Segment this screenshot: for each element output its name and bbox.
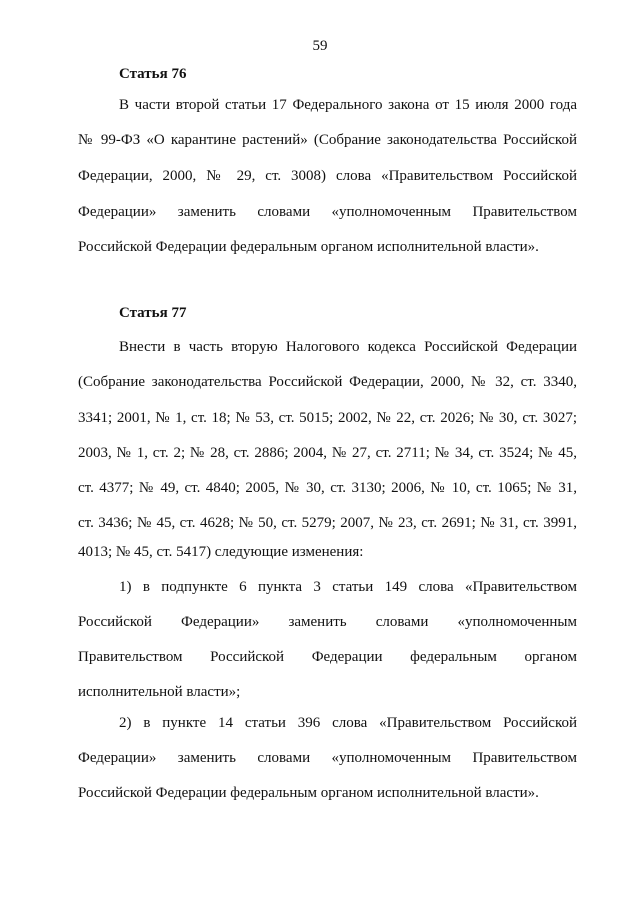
article-76-line-5: Российской Федерации федеральным органом исполнительной власти». — [78, 239, 539, 255]
article-77-intro-line-3: 3341; 2001, № 1, ст. 18; № 53, ст. 5015; 2002, № 22, ст. 2026; № 30, ст. 3027; — [78, 410, 577, 426]
article-77-item-2-line-1: 2) в пункте 14 статьи 396 слова «Правительством Российской — [119, 715, 577, 731]
article-77-intro-line-7: 4013; № 45, ст. 5417) следующие изменения: — [78, 544, 364, 560]
article-77-title: Статья 77 — [119, 305, 187, 321]
article-77-intro-line-6: ст. 3436; № 45, ст. 4628; № 50, ст. 5279; 2007, № 23, ст. 2691; № 31, ст. 3991, — [78, 515, 577, 531]
article-77-intro-line-2: (Собрание законодательства Российской Федерации, 2000, № 32, ст. 3340, — [78, 374, 577, 390]
article-76-line-1: В части второй статьи 17 Федерального закона от 15 июля 2000 года — [119, 97, 577, 113]
article-77-item-1-line-1: 1) в подпункте 6 пункта 3 статьи 149 слова «Правительством — [119, 579, 577, 595]
article-77-item-2-line-2: Федерации» заменить словами «уполномоченным Правительством — [78, 750, 577, 766]
article-77-intro-line-1: Внести в часть вторую Налогового кодекса Российской Федерации — [119, 339, 577, 355]
article-77-item-2-line-3: Российской Федерации федеральным органом исполнительной власти». — [78, 785, 539, 801]
article-76-line-3: Федерации, 2000, № 29, ст. 3008) слова «Правительством Российской — [78, 168, 577, 184]
page-number: 59 — [312, 38, 328, 54]
article-77-intro-line-5: ст. 4377; № 49, ст. 4840; 2005, № 30, ст. 3130; 2006, № 10, ст. 1065; № 31, — [78, 480, 577, 496]
article-76-line-2: № 99-ФЗ «О карантине растений» (Собрание законодательства Российской — [78, 132, 577, 148]
article-77-item-1-line-3: Правительством Российской Федерации федеральным органом — [78, 649, 577, 665]
article-76-title: Статья 76 — [119, 66, 187, 82]
article-77-item-1-line-2: Российской Федерации» заменить словами «уполномоченным — [78, 614, 577, 630]
article-76-line-4: Федерации» заменить словами «уполномоченным Правительством — [78, 204, 577, 220]
article-77-intro-line-4: 2003, № 1, ст. 2; № 28, ст. 2886; 2004, № 27, ст. 2711; № 34, ст. 3524; № 45, — [78, 445, 577, 461]
article-77-item-1-line-4: исполнительной власти»; — [78, 684, 241, 700]
